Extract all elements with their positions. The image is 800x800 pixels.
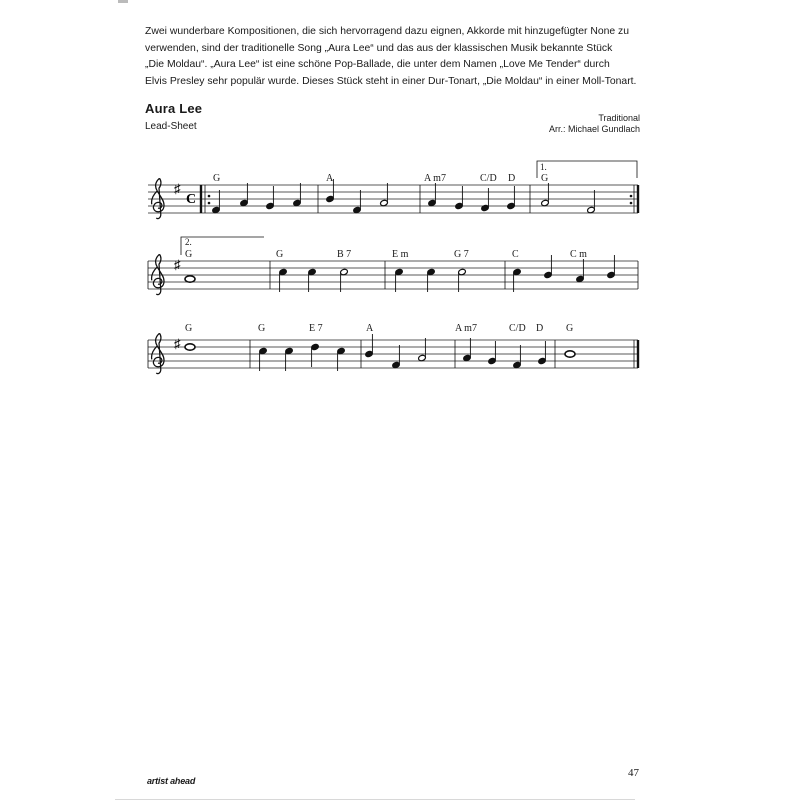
chord-symbol: C/D xyxy=(480,173,497,184)
staff-lines xyxy=(148,261,638,289)
second-ending-bracket xyxy=(181,237,264,255)
ending-number: 2. xyxy=(185,237,192,247)
chord-symbol: C xyxy=(512,249,519,260)
chord-symbol: C/D xyxy=(509,323,526,334)
key-signature-sharp-icon: ♯ xyxy=(174,181,181,196)
chord-symbol: G xyxy=(566,323,574,334)
notes-measure-2 xyxy=(326,179,389,214)
chord-symbol: E m xyxy=(392,249,409,260)
chord-symbol: A xyxy=(366,323,374,334)
staff-system-3 xyxy=(148,323,638,374)
chord-symbol: A m7 xyxy=(424,173,446,184)
common-time-icon: C xyxy=(186,192,197,207)
chord-symbol: C m xyxy=(570,249,587,260)
treble-clef-icon xyxy=(152,333,164,373)
ending-number: 1. xyxy=(540,162,547,172)
notes-measure-1 xyxy=(212,183,302,214)
chord-symbol: G xyxy=(258,323,266,334)
song-title: Aura Lee xyxy=(145,101,203,116)
first-ending-bracket xyxy=(537,161,637,178)
notes-system-3 xyxy=(185,334,575,371)
chord-symbol: A m7 xyxy=(455,323,477,334)
chord-symbol: G xyxy=(541,173,549,184)
chord-symbol: D xyxy=(508,173,516,184)
chord-symbol: G 7 xyxy=(454,249,469,260)
notes-system-2 xyxy=(185,255,615,292)
intro-line: Elvis Presley sehr populär wurde. Dieses Stück steht in einer Dur-Tonart, „Die Moldau“ in einer Moll-Tonart. xyxy=(145,75,637,87)
chord-symbol: G xyxy=(276,249,284,260)
key-signature-sharp-icon: ♯ xyxy=(174,336,181,351)
treble-clef-icon xyxy=(152,254,164,294)
treble-clef-icon xyxy=(152,178,164,218)
chord-symbol: D xyxy=(536,323,544,334)
intro-line: „Die Moldau“. „Aura Lee“ ist eine schöne Pop-Ballade, die unter dem Namen „Love Me Tender“ durch xyxy=(145,59,610,70)
page-number: 47 xyxy=(628,767,639,779)
intro-line: verwenden, sind der traditionelle Song „Aura Lee“ und das aus der klassischen Musik bekannte Stück xyxy=(145,42,613,54)
notes-measure-3 xyxy=(428,183,516,212)
chord-symbol: A xyxy=(326,173,334,184)
chord-symbol: G xyxy=(213,173,221,184)
chord-symbol: E 7 xyxy=(309,323,323,334)
key-signature-sharp-icon: ♯ xyxy=(174,257,181,272)
chord-symbol: G xyxy=(185,323,193,334)
intro-line: Zwei wunderbare Kompositionen, die sich hervorragend dazu eignen, Akkorde mit hinzugefügter None zu xyxy=(145,26,630,37)
arranger-credit: Arr.: Michael Gundlach xyxy=(548,124,640,134)
chord-symbol: B 7 xyxy=(337,249,352,260)
publisher-logo: artist ahead xyxy=(147,776,196,786)
chord-symbol: G xyxy=(185,249,193,260)
staff-system-2 xyxy=(148,237,638,295)
notes-measure-4 xyxy=(541,183,596,214)
staff-lines xyxy=(148,185,638,213)
sheet-type-label: Lead-Sheet xyxy=(145,121,197,132)
composer-credit: Traditional xyxy=(598,113,640,123)
staff-system-1 xyxy=(148,161,638,219)
